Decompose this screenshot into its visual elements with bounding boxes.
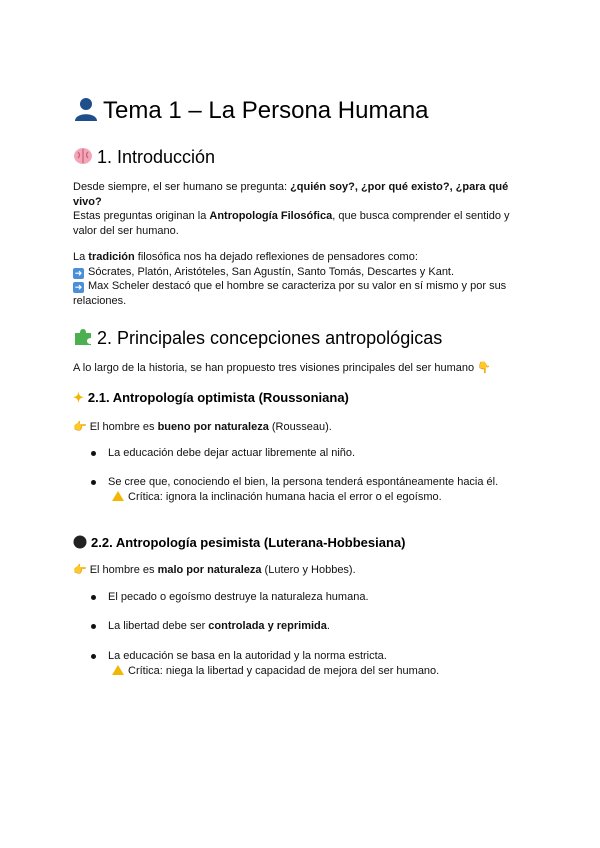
pessimist-critique (112, 664, 532, 679)
pointing-right-hand-icon: 👉 (73, 564, 87, 576)
section-1-heading-text: 1. Introducción (97, 147, 216, 167)
puzzle-icon (73, 326, 93, 350)
intro-p2-bold: Antropología Filosófica (209, 210, 333, 222)
optimist-lead-bold: bueno por naturaleza (157, 421, 269, 433)
bullet2-post: . (326, 620, 330, 632)
bullet2-bold: controlada y reprimida (208, 620, 327, 632)
bullet-dot (91, 595, 96, 600)
pessimist-lead (73, 563, 533, 578)
intro-p3-post: filosófica nos ha dejado reflexiones de pensadores como: (134, 251, 418, 263)
subsection-2-1-heading-text: 2.1. Antropología optimista (Roussoniana) (87, 390, 349, 405)
section-1-heading (73, 145, 573, 169)
warning-icon (112, 491, 124, 501)
optimist-lead-pre: El hombre es (89, 421, 158, 433)
list-item-text: La educación debe dejar actuar libremente al niño. (108, 447, 356, 459)
page-title (73, 95, 573, 127)
scheler-text: Max Scheler destacó que el hombre se caracteriza por su valor en sí mismo y por sus relaciones. (73, 280, 507, 307)
section-2-intro-text: A lo largo de la historia, se han propuesto tres visiones principales del ser humano (73, 362, 475, 374)
optimist-lead (73, 420, 533, 435)
scheler-line (73, 279, 533, 309)
subsection-2-2-heading (73, 534, 573, 552)
list-item-text: La educación se basa en la autoridad y la norma estricta. (108, 650, 387, 662)
section-2-intro (73, 361, 533, 376)
subsection-2-1-heading (73, 389, 573, 407)
intro-paragraph-3 (73, 250, 533, 265)
intro-paragraph-2 (73, 209, 533, 239)
intro-p2-pre: Estas preguntas originan la (73, 210, 210, 222)
page-title-text: Tema 1 – La Persona Humana (103, 97, 429, 124)
bullet-dot (91, 654, 96, 659)
optimist-critique-text: Crítica: ignora la inclinación humana hacia el error o el egoísmo. (128, 491, 442, 503)
bullet-dot (91, 451, 96, 456)
list-item-text: El pecado o egoísmo destruye la naturaleza humana. (108, 591, 369, 603)
list-item-text (108, 619, 528, 634)
pointing-right-hand-icon: 👉 (73, 421, 87, 433)
optimist-lead-post: (Rousseau). (268, 421, 332, 433)
section-2-heading-text: 2. Principales concepciones antropológicas (97, 328, 443, 348)
pointing-down-hand-icon: 👇 (477, 362, 491, 374)
black-circle-icon (73, 534, 87, 552)
intro-p1-text: Desde siempre, el ser humano se pregunta: (73, 181, 291, 193)
section-2-heading (73, 326, 573, 350)
intro-paragraph-1 (73, 180, 533, 210)
bullet2-pre: La libertad debe ser (108, 620, 209, 632)
subsection-2-2-heading-text: 2.2. Antropología pesimista (Luterana-Hobbesiana) (91, 535, 406, 550)
pessimist-lead-pre: El hombre es (89, 564, 158, 576)
thinkers-line (73, 265, 533, 280)
list-item-text: Se cree que, conociendo el bien, la persona tenderá espontáneamente hacia él. (108, 476, 499, 488)
intro-questions: ¿quién soy?, ¿por qué existo?, ¿para qué vivo? (73, 181, 509, 208)
pessimist-critique-text: Crítica: niega la libertad y capacidad de mejora del ser humano. (128, 665, 440, 677)
thinkers-text: Sócrates, Platón, Aristóteles, San Agustín, Santo Tomás, Descartes y Kant. (88, 266, 455, 278)
intro-p3-bold: tradición (88, 251, 135, 263)
pessimist-lead-bold: malo por naturaleza (157, 564, 262, 576)
right-arrow-icon: ➜ (74, 268, 83, 278)
dizzy-star-icon: ✦ (73, 390, 84, 405)
optimist-critique (112, 490, 532, 505)
person-icon (73, 95, 99, 127)
warning-icon (112, 665, 124, 675)
bullet-dot (91, 624, 96, 629)
pessimist-lead-post: (Lutero y Hobbes). (261, 564, 356, 576)
brain-icon (73, 145, 93, 169)
bullet-dot (91, 480, 96, 485)
intro-p2-post: , que busca comprender el sentido y valor del ser humano. (73, 210, 510, 237)
right-arrow-icon: ➜ (74, 282, 83, 292)
intro-p3-pre: La (73, 251, 89, 263)
